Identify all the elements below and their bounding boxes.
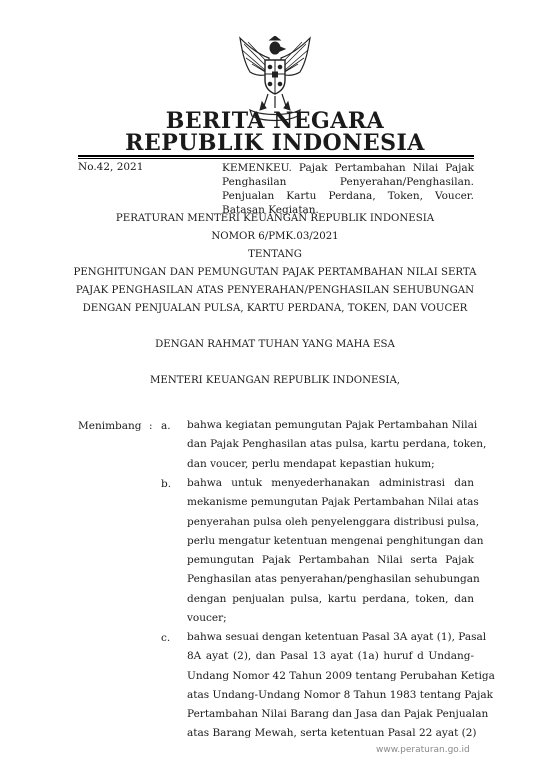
gazette-description: KEMENKEU. Pajak Pertambahan Nilai Pajak Penghasilan Penyerahan/Penghasilan. Penjualan Kartu Perdana, Token, Voucer. Batasan Kegiatan.	[222, 162, 474, 216]
regulation-about: TENTANG	[248, 249, 302, 260]
item-letter: b.	[161, 478, 172, 490]
text-line: bahwa untuk menyederhanakan administrasi dan	[187, 477, 474, 489]
regulation-subject-line: DENGAN PENJUALAN PULSA, KARTU PERDANA, TOKEN, DAN VOUCER	[82, 303, 468, 314]
text-line: bahwa kegiatan pemungutan Pajak Pertambahan Nilai	[187, 419, 478, 431]
text-line: atas Barang Mewah, serta ketentuan Pasal 22 ayat (2)	[187, 727, 477, 740]
text-line: pemungutan Pajak Pertambahan Nilai serta Pajak	[187, 554, 474, 567]
regulation-number: NOMOR 6/PMK.03/2021	[211, 231, 339, 242]
text-line: bahwa sesuai dengan ketentuan Pasal 3A ayat (1), Pasal	[187, 631, 487, 643]
text-line: 8A ayat (2), dan Pasal 13 ayat (1a) huruf d Undang-	[187, 650, 474, 663]
considering-label: Menimbang	[78, 420, 142, 432]
regulation-issuer: PERATURAN MENTERI KEUANGAN REPUBLIK INDONESIA	[115, 213, 435, 224]
regulation-subject-line: PAJAK PENGHASILAN ATAS PENYERAHAN/PENGHASILAN SEHUBUNGAN	[75, 285, 475, 296]
considering-item-c	[187, 628, 495, 744]
minister-statement: MENTERI KEUANGAN REPUBLIK INDONESIA,	[149, 375, 401, 386]
text-line: dengan penjualan pulsa, kartu perdana, token, dan	[187, 592, 474, 605]
considering-item-a	[187, 416, 487, 474]
text-line: dan voucer, perlu mendapat kepastian hukum;	[187, 457, 435, 470]
grace-statement: DENGAN RAHMAT TUHAN YANG MAHA ESA	[155, 339, 395, 350]
text-line: voucer;	[187, 612, 227, 625]
text-line: perlu mengatur ketentuan mengenai penghitungan dan	[187, 534, 484, 547]
footer-url: www.peraturan.go.id	[376, 745, 470, 755]
gazette-title-line2: REPUBLIK INDONESIA	[125, 130, 425, 156]
text-line: Undang Nomor 42 Tahun 2009 tentang Perubahan Ketiga	[187, 669, 495, 682]
header-divider-thin	[78, 158, 474, 159]
text-line: dan Pajak Penghasilan atas pulsa, kartu perdana, token,	[187, 438, 487, 451]
gazette-number: No.42, 2021	[78, 161, 144, 173]
gazette-title-line1: BERITA NEGARA	[165, 108, 385, 134]
text-line: mekanisme pemungutan Pajak Pertambahan Nilai atas	[187, 496, 479, 509]
item-letter: c.	[161, 632, 171, 644]
header-divider-thick	[78, 155, 474, 157]
considering-item-b	[187, 474, 484, 628]
considering-colon: :	[149, 420, 153, 432]
text-line: penyerahan pulsa oleh penyelenggara distribusi pulsa,	[187, 515, 480, 528]
item-letter: a.	[161, 420, 171, 432]
regulation-subject-line: PENGHITUNGAN DAN PEMUNGUTAN PAJAK PERTAMBAHAN NILAI SERTA	[73, 267, 477, 278]
text-line: Penghasilan atas penyerahan/penghasilan sehubungan	[187, 573, 480, 586]
text-line: atas Undang-Undang Nomor 8 Tahun 1983 tentang Pajak	[187, 688, 494, 701]
text-line: Pertambahan Nilai Barang dan Jasa dan Pajak Penjualan	[187, 708, 489, 721]
